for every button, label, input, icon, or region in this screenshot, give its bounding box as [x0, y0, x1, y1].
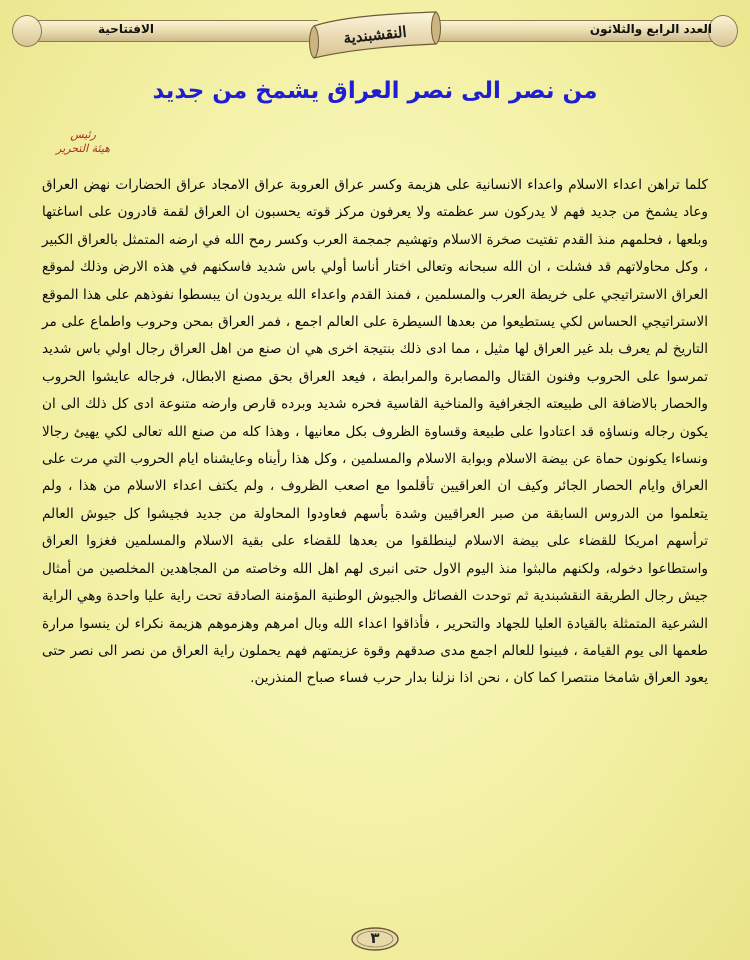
ribbon-scroll-left: [12, 15, 42, 47]
editor-signature: [56, 128, 110, 156]
signature-line-2: هيئة التحرير: [56, 142, 110, 155]
page-number-badge: [350, 926, 400, 952]
magazine-name: النقشبندية: [342, 22, 408, 48]
article-title: من نصر الى نصر العراق يشمخ من جديد: [152, 78, 598, 104]
page-number: ٣: [370, 929, 380, 947]
section-label: الافتتاحية: [98, 22, 155, 36]
ribbon-left: [18, 20, 318, 42]
issue-label: العدد الرابع والثلاثون: [589, 22, 712, 36]
signature-line-1: رئيس: [70, 128, 96, 141]
magazine-banner: [308, 4, 442, 62]
article-body: كلما تراهن اعداء الاسلام واعداء الانسانية على هزيمة وكسر عراق العروبة عراق الامجاد عراق الحضارات نهض العراق وعاد يشمخ من جديد فهم لا يدركون سر عظمته ولا يعرفون مركز قوته يحسبون ان العراق لقمة قادرون على اساغتها وبلعها ، فحلمهم منذ القدم تفتيت صخرة الاسلام وتهشيم جمجمة العرب وكسر رمح الله في ارضه المتمثل بالعراق الكبير ، وكل محاولاتهم قد فشلت ، ان الله سبحانه وتعالى اختار أناسا أولي باس شديد فاسكنهم في هذه الارض وذلك لموقع العراق الاستراتيجي على خريطة العرب والمسلمين ، فمنذ القدم واعداء الله يريدون ان يبسطوا نفوذهم على هذا الموقع الاستراتيجي الحساس لكي يستطيعوا من بعدها السيطرة على العالم اجمع ، فمر العراق بمحن وحروب واطماع على مر التاريخ لم يعرف بلد غير العراق لها مثيل ، مما ادى ذلك بنتيجة اخرى هي ان صنع من اهل العراق رجال اولي باس شديد تمرسوا على الحروب وفنون القتال والمصابرة والمرابطة ، فيعد العراق بحق مصنع الابطال، فرجاله عايشوا الحروب والحصار بالاضافة الى طبيعته الجغرافية والمناخية القاسية فحره شديد وبرده قارص وارضه متنوعة ادى كل ذلك الى ان يكون رجاله ونساؤه قد اعتادوا على طبيعة وقساوة الظروف بكل معانيها ، وهذا كله من صنع الله تعالى لكي يهيئ رجالا ونساءا يكونون حماة عن بيضة الاسلام وبوابة الاسلام والمسلمين ، وكل هذا رأيناه وعايشناه ايام الحروب التي مرت على العراق وايام الحصار الجائر وكيف ان العراقيين تأقلموا مع اصعب الظروف ، ولم يكتف اعداء الاسلام من هذا ، ولم يتعلموا من الدروس السابقة من صبر العراقيين وشدة بأسهم فعاودوا المحاولة من جديد فجيشوا كل جيوش العالم ترأسهم امريكا للقضاء على بيضة الاسلام لينطلقوا من بعدها للقضاء على بقية الاسلام والمسلمين فغزوا العراق واستطاعوا دخوله، ولكنهم مالبثوا منذ اليوم الاول حتى انبرى لهم اهل الله وخاصته من المجاهدين المخلصين من أمثال جيش رجال الطريقة النقشبندية ثم توحدت الفصائل والجيوش الوطنية المؤمنة الصادقة تحت راية عليا واحدة وهي الراية الشرعية المتمثلة بالقيادة العليا للجهاد والتحرير ، فأذاقوا اعداء الله وبال امرهم وهزموهم هزيمة نكراء لن ينسوا مرارة طعمها الى يوم القيامة ، فبينوا للعالم اجمع مدى صدقهم وقوة عزيمتهم فهم يحملون راية العراق من نصر الى نصر حتى يعود العراق شامخا منتصرا كما كان ، نحن اذا نزلنا بدار حرب فساء صباح المنذرين.: [42, 177, 708, 687]
ribbon-scroll-right: [708, 15, 738, 47]
